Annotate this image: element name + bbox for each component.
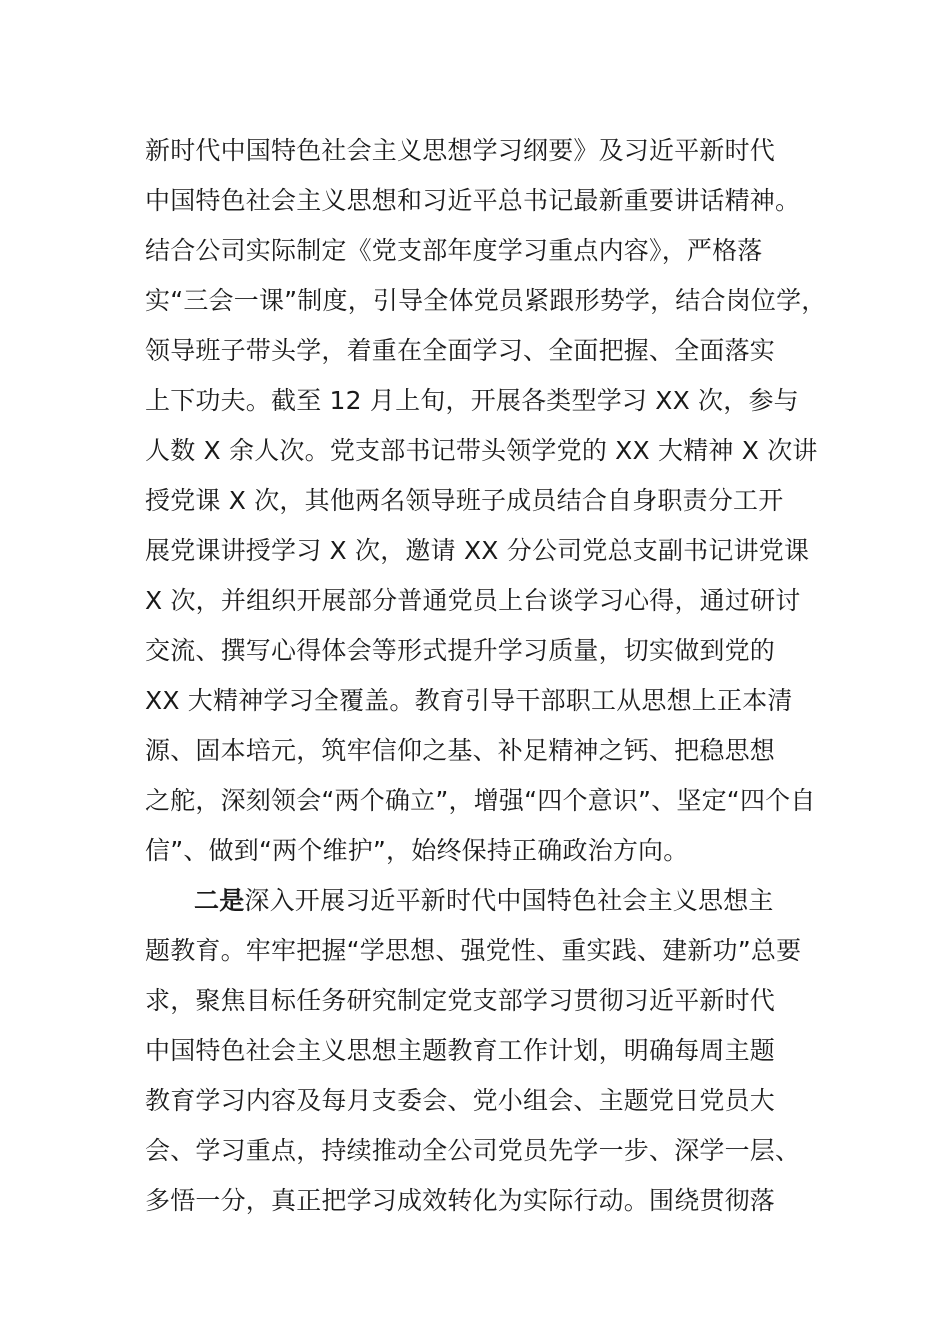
- paragraph-line: XX 大精神学习全覆盖。教育引导干部职工从思想上正本清: [145, 686, 793, 715]
- paragraph-2: [145, 876, 845, 1226]
- paragraph-line: 信”、做到“两个维护”，始终保持正确政治方向。: [145, 836, 689, 865]
- paragraph-line: 多悟一分，真正把学习成效转化为实际行动。围绕贯彻落: [145, 1186, 776, 1215]
- paragraph-line: X 次，并组织开展部分普通党员上台谈学习心得，通过研讨: [145, 586, 801, 615]
- paragraph-line: 中国特色社会主义思想和习近平总书记最新重要讲话精神。: [145, 186, 801, 215]
- paragraph-line: 会、学习重点，持续推动全公司党员先学一步、深学一层、: [145, 1136, 801, 1165]
- paragraph-first-line: [145, 876, 845, 926]
- paragraph-line: 题教育。牢牢把握“学思想、强党性、重实践、建新功”总要: [145, 936, 802, 965]
- paragraph-line: 交流、撰写心得体会等形式提升学习质量，切实做到党的: [145, 636, 776, 665]
- paragraph-line: 之舵，深刻领会“两个确立”，增强“四个意识”、坚定“四个自: [145, 786, 816, 815]
- paragraph-line: 结合公司实际制定《党支部年度学习重点内容》，严格落: [145, 236, 763, 265]
- paragraph-line: 求，聚焦目标任务研究制定党支部学习贯彻习近平新时代: [145, 986, 776, 1015]
- paragraph-lead-rest: 深入开展习近平新时代中国特色社会主义思想主: [244, 886, 774, 915]
- paragraph-lead-bold: 二是: [194, 886, 245, 915]
- paragraph-line: 实“三会一课”制度，引导全体党员紧跟形势学，结合岗位学，: [145, 286, 827, 315]
- paragraph-line: 教育学习内容及每月支委会、党小组会、主题党日党员大: [145, 1086, 776, 1115]
- paragraph-line: 展党课讲授学习 X 次，邀请 XX 分公司党总支副书记讲党课: [145, 536, 810, 565]
- paragraph-line: 授党课 X 次，其他两名领导班子成员结合自身职责分工开: [145, 486, 784, 515]
- paragraph-line: 中国特色社会主义思想主题教育工作计划，明确每周主题: [145, 1036, 776, 1065]
- paragraph-1: [145, 126, 845, 876]
- paragraph-line: 领导班子带头学，着重在全面学习、全面把握、全面落实: [145, 336, 776, 365]
- document-body: [145, 126, 845, 1226]
- paragraph-line: 人数 X 余人次。党支部书记带头领学党的 XX 大精神 X 次讲: [145, 436, 818, 465]
- paragraph-line: 上下功夫。截至 12 月上旬，开展各类型学习 XX 次，参与: [145, 386, 799, 415]
- paragraph-line: 源、固本培元，筑牢信仰之基、补足精神之钙、把稳思想: [145, 736, 776, 765]
- paragraph-line: 新时代中国特色社会主义思想学习纲要》及习近平新时代: [145, 136, 776, 165]
